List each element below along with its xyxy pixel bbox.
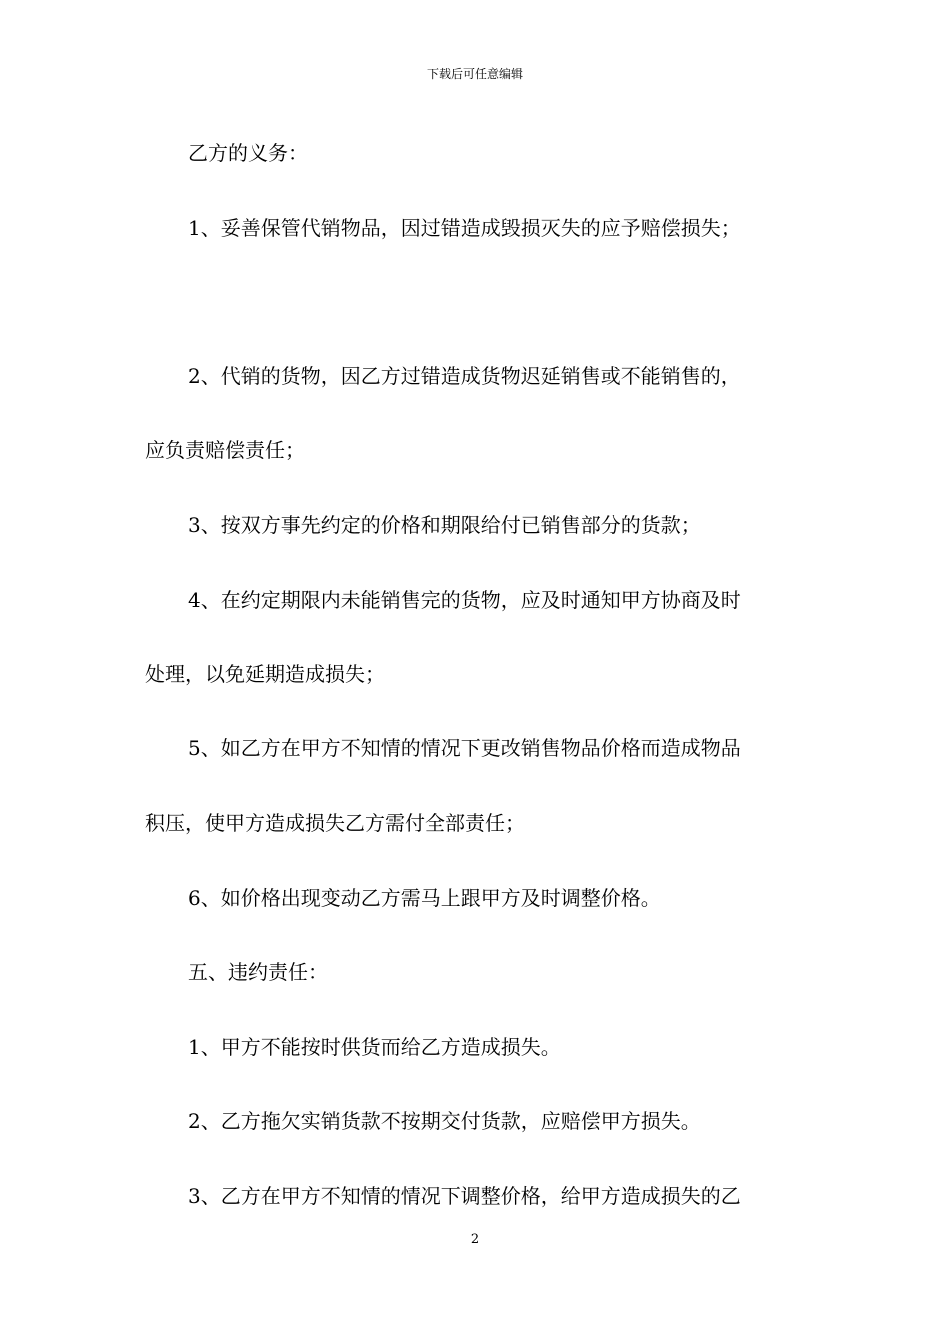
- page-number: 2: [470, 1232, 480, 1247]
- paragraph-line: 6、如价格出现变动乙方需马上跟甲方及时调整价格。: [188, 886, 661, 910]
- paragraph-line: 2、代销的货物，因乙方过错造成货物迟延销售或不能销售的，: [188, 364, 741, 388]
- paragraph-line: 积压，使甲方造成损失乙方需付全部责任；: [145, 811, 525, 835]
- section-heading-breach-liability: 五、违约责任：: [188, 960, 328, 984]
- paragraph-line: 应负责赔偿责任；: [145, 438, 305, 462]
- section-heading-party-b-obligations: 乙方的义务：: [188, 141, 308, 165]
- paragraph-line: 2、乙方拖欠实销货款不按期交付货款，应赔偿甲方损失。: [188, 1109, 701, 1133]
- paragraph-line: 3、按双方事先约定的价格和期限给付已销售部分的货款；: [188, 513, 701, 537]
- paragraph-line: 处理，以免延期造成损失；: [145, 662, 385, 686]
- paragraph-line: 1、甲方不能按时供货而给乙方造成损失。: [188, 1035, 561, 1059]
- paragraph-line: 5、如乙方在甲方不知情的情况下更改销售物品价格而造成物品: [188, 736, 741, 760]
- paragraph-line: 1、妥善保管代销物品，因过错造成毁损灭失的应予赔偿损失；: [188, 216, 741, 240]
- header-note: 下载后可任意编辑: [426, 67, 523, 81]
- paragraph-line: 3、乙方在甲方不知情的情况下调整价格，给甲方造成损失的乙: [188, 1184, 741, 1208]
- paragraph-line: 4、在约定期限内未能销售完的货物，应及时通知甲方协商及时: [188, 588, 741, 612]
